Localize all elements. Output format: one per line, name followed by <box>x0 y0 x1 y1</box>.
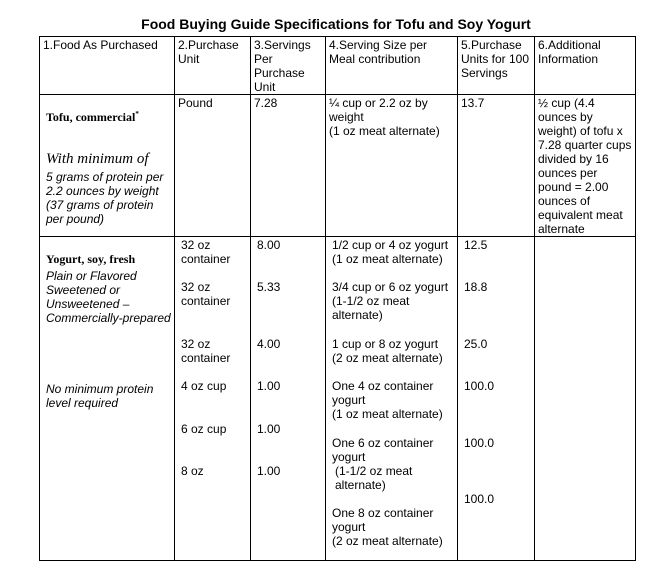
tofu-name: Tofu, commercial* <box>46 110 139 124</box>
header-food-as-purchased: 1.Food As Purchased <box>40 37 175 95</box>
yogurt-description: Plain or Flavored Sweetened or Unsweetened – Commercially-prepared <box>46 269 171 325</box>
tofu-serving-size: ¼ cup or 2.2 oz by weight (1 oz meat alternate) <box>326 95 458 237</box>
header-serving-size: 4.Serving Size per Meal contribution <box>326 37 458 95</box>
yogurt-additional-info <box>535 237 636 561</box>
page-title: Food Buying Guide Specifications for Tofu and Soy Yogurt <box>141 16 531 32</box>
yogurt-size-1: 1/2 cup or 4 oz yogurt (1 oz meat alternate) <box>332 238 449 266</box>
tofu-servings: 7.28 <box>251 95 326 237</box>
yogurt-units-100-col <box>458 237 535 561</box>
yogurt-servings-col <box>251 237 326 561</box>
yogurt-units-100-5: 100.0 <box>464 436 495 450</box>
header-additional-info: 6.Additional Information <box>535 37 636 95</box>
yogurt-name: Yogurt, soy, fresh <box>46 252 136 266</box>
header-purchase-units-100: 5.Purchase Units for 100 Servings <box>458 37 535 95</box>
tofu-row <box>40 95 636 237</box>
yogurt-servings-6: 1.00 <box>257 464 281 478</box>
yogurt-unit-2: 32 oz container <box>181 280 231 308</box>
yogurt-servings-5: 1.00 <box>257 422 281 436</box>
yogurt-unit-5: 6 oz cup <box>181 422 227 436</box>
yogurt-servings-3: 4.00 <box>257 337 281 351</box>
yogurt-row <box>40 237 636 561</box>
yogurt-size-2: 3/4 cup or 6 oz yogurt (1-1/2 oz meat alternate) <box>332 280 449 322</box>
header-servings-per-unit: 3.Servings Per Purchase Unit <box>251 37 326 95</box>
yogurt-servings-1: 8.00 <box>257 238 281 252</box>
yogurt-protein-note: No minimum protein level required <box>46 382 154 410</box>
yogurt-size-3: 1 cup or 8 oz yogurt (2 oz meat alternate) <box>332 337 443 365</box>
yogurt-unit-3: 32 oz container <box>181 337 231 365</box>
yogurt-units-100-6: 100.0 <box>464 492 495 506</box>
yogurt-size-4: One 4 oz container yogurt (1 oz meat alternate) <box>332 379 443 421</box>
tofu-unit: Pound <box>175 95 251 237</box>
tofu-min-heading: With minimum of <box>46 151 149 167</box>
yogurt-food-cell <box>40 237 175 561</box>
tofu-min-detail: 5 grams of protein per 2.2 ounces by weight (37 grams of protein per pound) <box>46 170 164 226</box>
header-purchase-unit: 2.Purchase Unit <box>175 37 251 95</box>
yogurt-units-100-1: 12.5 <box>464 238 488 252</box>
yogurt-unit-4: 4 oz cup <box>181 379 227 393</box>
tofu-food-cell <box>40 95 175 237</box>
yogurt-units-100-2: 18.8 <box>464 280 488 294</box>
yogurt-units-100-3: 25.0 <box>464 337 488 351</box>
tofu-units-100: 13.7 <box>458 95 535 237</box>
yogurt-size-5: One 6 oz container yogurt (1-1/2 oz meat alternate) <box>332 436 434 492</box>
tofu-additional-info: ½ cup (4.4 ounces by weight) of tofu x 7.28 quarter cups divided by 16 ounces per pound = 2.00 ounces of equivalent meat alternate <box>535 95 636 237</box>
food-buying-guide-table <box>39 36 636 561</box>
yogurt-units-100-4: 100.0 <box>464 379 495 393</box>
yogurt-servings-2: 5.33 <box>257 280 281 294</box>
yogurt-unit-6: 8 oz <box>181 464 204 478</box>
yogurt-size-6: One 8 oz container yogurt (2 oz meat alternate) <box>332 506 443 548</box>
yogurt-unit-1: 32 oz container <box>181 238 231 266</box>
yogurt-size-col <box>326 237 458 561</box>
header-row <box>40 37 636 95</box>
yogurt-servings-4: 1.00 <box>257 379 281 393</box>
yogurt-units-col <box>175 237 251 561</box>
